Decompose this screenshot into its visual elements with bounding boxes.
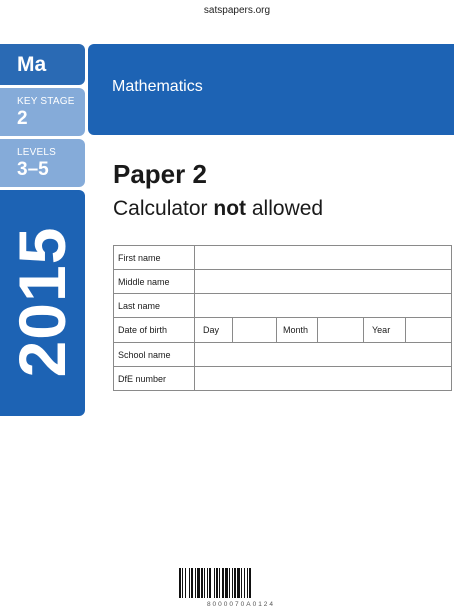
subject-tab xyxy=(0,44,85,85)
dfe-number-label: DfE number xyxy=(114,367,195,391)
last-name-field[interactable] xyxy=(195,294,452,318)
barcode-bars xyxy=(179,568,251,598)
subtitle-suffix: allowed xyxy=(246,197,324,220)
subject-banner xyxy=(88,44,454,135)
subtitle-prefix: Calculator xyxy=(113,197,214,220)
day-label: Day xyxy=(203,325,220,335)
dob-label: Date of birth xyxy=(114,318,195,343)
levels-tab xyxy=(0,139,85,187)
form-row xyxy=(114,246,452,270)
dob-fields xyxy=(195,318,452,343)
paper-title: Paper 2 xyxy=(113,159,207,189)
form-row xyxy=(114,270,452,294)
first-name-label: First name xyxy=(114,246,195,270)
month-label: Month xyxy=(276,318,317,342)
key-stage-tab xyxy=(0,88,85,136)
key-stage-value: 2 xyxy=(17,108,28,129)
day-field[interactable] xyxy=(232,318,276,342)
form-row xyxy=(114,294,452,318)
site-url: satspapers.org xyxy=(203,5,271,16)
form-row xyxy=(114,367,452,391)
form-row xyxy=(114,318,452,343)
subtitle-bold: not xyxy=(213,197,247,220)
year-text: 2015 xyxy=(5,226,79,378)
dfe-number-field[interactable] xyxy=(195,367,452,391)
middle-name-field[interactable] xyxy=(195,270,452,294)
banner-subject: Mathematics xyxy=(112,78,203,95)
form-row xyxy=(114,343,452,367)
pupil-details-form xyxy=(113,245,452,391)
levels-value: 3–5 xyxy=(17,159,49,180)
month-field[interactable] xyxy=(317,318,363,342)
last-name-label: Last name xyxy=(114,294,195,318)
school-name-label: School name xyxy=(114,343,195,367)
key-stage-label: KEY STAGE xyxy=(17,96,75,107)
levels-label: LEVELS xyxy=(17,147,57,158)
school-name-field[interactable] xyxy=(195,343,452,367)
barcode-number: 8000070A0124 xyxy=(206,601,276,608)
first-name-field[interactable] xyxy=(195,246,452,270)
barcode xyxy=(177,566,305,608)
subject-code: Ma xyxy=(17,53,47,76)
year-field[interactable] xyxy=(405,318,451,342)
middle-name-label: Middle name xyxy=(114,270,195,294)
year-label: Year xyxy=(363,318,405,342)
paper-subtitle xyxy=(113,197,323,221)
